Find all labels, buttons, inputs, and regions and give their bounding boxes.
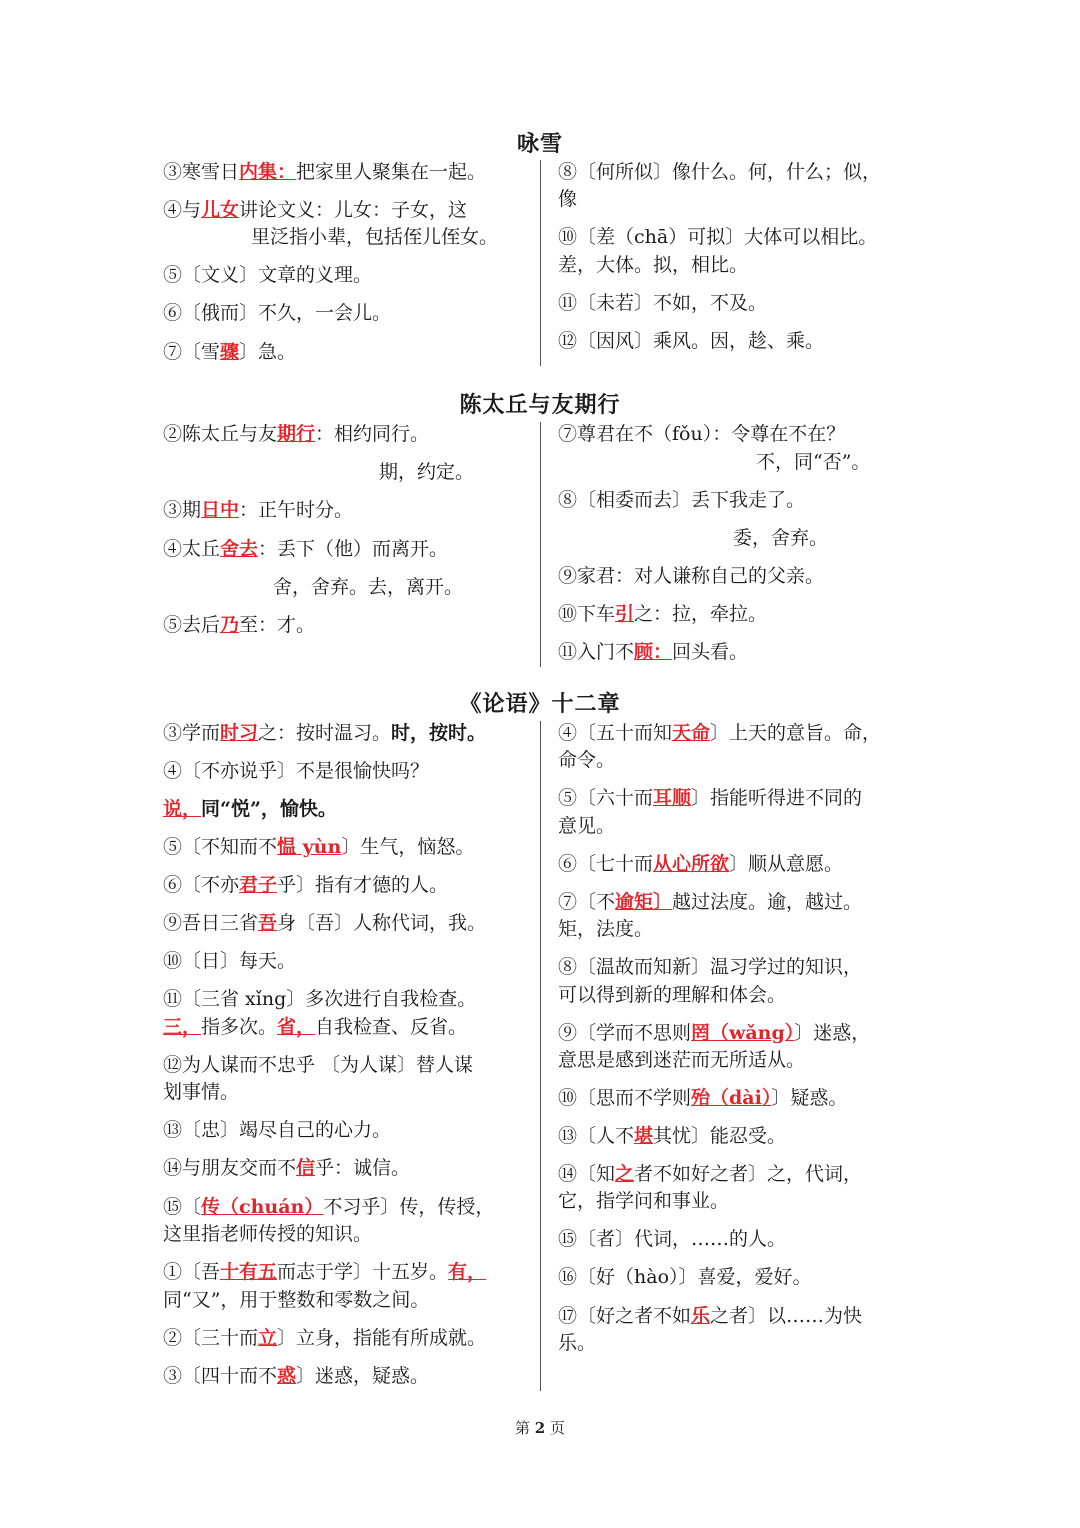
section-title-yongxue: 咏雪	[516, 131, 563, 157]
keyword: 从心所欲	[653, 853, 730, 875]
note-line: ⑩〔思而不学则殆（dài）〕疑惑。	[558, 1087, 848, 1109]
note-line: ③〔四十而不惑〕迷惑，疑惑。	[163, 1365, 430, 1387]
note-line: ⑨家君：对人谦称自己的父亲。	[558, 565, 825, 587]
keyword: 惑	[277, 1365, 297, 1387]
note-line: 命令。	[558, 749, 616, 771]
note-line: ⑥〔俄而〕不久，一会儿。	[163, 302, 392, 324]
keyword: 内集：	[239, 161, 297, 183]
note-line: ⑰〔好之者不如乐之者〕以……为快	[558, 1305, 863, 1327]
note-line: ⑤〔文义〕文章的义理。	[163, 264, 373, 286]
note-line: ③学而时习之：按时温习。时，按时。	[163, 722, 487, 744]
keyword: 堪	[634, 1125, 654, 1147]
note-line: ⑧〔何所似〕像什么。何，什么；似，	[558, 161, 882, 183]
note-line: ⑮〔者〕代词，……的人。	[558, 1228, 787, 1250]
note-line: 矩，法度。	[558, 918, 654, 940]
keyword: 天命	[672, 722, 711, 744]
keyword: 有，	[448, 1261, 487, 1283]
note-line: ④太丘舍去：丢下（他）而离开。	[163, 538, 449, 560]
column-divider	[540, 721, 541, 1391]
note-line: 同“又”，用于整数和零数之间。	[163, 1289, 430, 1311]
note-line: 意思是感到迷茫而无所适从。	[558, 1049, 806, 1071]
note-line: 里泛指小辈，包括侄儿侄女。	[251, 226, 499, 248]
keyword: 时习	[220, 722, 259, 744]
note-line: ⑦尊君在不（fǒu）：令尊在不在？	[558, 423, 846, 445]
note-line: ⑨〔学而不思则罔（wǎng）〕迷惑，	[558, 1022, 871, 1044]
keyword: 乐	[691, 1305, 711, 1327]
note-line: ⑬〔忠〕竭尽自己的心力。	[163, 1119, 392, 1141]
keyword: 殆（dài）	[691, 1087, 772, 1109]
note-line: 可以得到新的理解和体会。	[558, 984, 787, 1006]
keyword: 舍去	[220, 538, 259, 560]
keyword: 说，	[163, 798, 202, 820]
keyword: 耳顺	[653, 787, 692, 809]
keyword: 骤	[220, 341, 240, 363]
note-line: ⑯〔好（hào）〕喜爱，爱好。	[558, 1266, 812, 1288]
keyword: 君子	[239, 874, 278, 896]
keyword: 信	[296, 1157, 316, 1179]
note-line: ③寒雪日内集：把家里人聚集在一起。	[163, 161, 487, 183]
note-line: ⑨吾日三省吾身〔吾〕人称代词，我。	[163, 912, 487, 934]
keyword: 立	[258, 1327, 278, 1349]
note-line: ⑩〔日〕每天。	[163, 950, 297, 972]
keyword: 罔（wǎng）	[691, 1022, 795, 1044]
note-line: ④〔不亦说乎〕不是很愉快吗？	[163, 760, 430, 782]
note-line: ⑪〔三省 xǐng〕多次进行自我检查。	[163, 988, 477, 1010]
keyword: 愠 yùn	[277, 836, 342, 858]
keyword: 吾	[258, 912, 278, 934]
note-line: 三，指多次。省，自我检查、反省。	[163, 1016, 468, 1038]
note-line: ⑦〔雪骤〕急。	[163, 341, 297, 363]
note-line: ⑫为人谋而不忠乎 〔为人谋〕替人谋	[163, 1054, 474, 1076]
note-line: ⑭与朋友交而不信乎：诚信。	[163, 1157, 411, 1179]
keyword: 期行	[277, 423, 316, 445]
note-line: 舍，舍弃。去，离开。	[273, 576, 464, 598]
note-line: ⑤〔不知而不愠 yùn〕生气，恼怒。	[163, 836, 475, 858]
note-line: ⑩〔差（chā）可拟〕大体可以相比。	[558, 226, 878, 248]
keyword: 省，	[277, 1016, 316, 1038]
keyword: 日中	[201, 499, 240, 521]
note-line: ⑪入门不顾：回头看。	[558, 641, 749, 663]
keyword: 儿女	[201, 199, 240, 221]
column-divider	[540, 422, 541, 667]
keyword: 传（chuán）	[201, 1196, 324, 1218]
note-line: 意见。	[558, 815, 616, 837]
note-line: ②〔三十而立〕立身，指能有所成就。	[163, 1327, 487, 1349]
note-line: 期，约定。	[379, 461, 475, 483]
section-title-chentaiqiu: 陈太丘与友期行	[459, 392, 621, 418]
note-line: ⑦〔不逾矩〕越过法度。逾，越过。	[558, 891, 863, 913]
note-line: 这里指老师传授的知识。	[163, 1223, 373, 1245]
note-line: 说，同“悦”，愉快。	[163, 798, 337, 820]
note-line: ⑥〔七十而从心所欲〕顺从意愿。	[558, 853, 844, 875]
keyword: 三，	[163, 1016, 202, 1038]
keyword: 引	[615, 603, 635, 625]
note-line: ⑤去后乃至：才。	[163, 614, 316, 636]
note-line: ⑪〔未若〕不如，不及。	[558, 292, 768, 314]
note-line: 不，同“否”。	[756, 451, 871, 473]
note-line: ①〔吾十有五而志于学〕十五岁。有，	[163, 1261, 487, 1283]
note-line: ④〔五十而知天命〕上天的意旨。命，	[558, 722, 882, 744]
note-line: ⑥〔不亦君子乎〕指有才德的人。	[163, 874, 449, 896]
note-line: ⑫〔因风〕乘风。因，趁、乘。	[558, 330, 825, 352]
note-line: ⑧〔相委而去〕丢下我走了。	[558, 489, 806, 511]
note-line: ④与儿女讲论文义：儿女：子女，这	[163, 199, 468, 221]
keyword: 顾：	[634, 641, 673, 663]
note-line: 委，舍弃。	[733, 527, 829, 549]
note-line: 差，大体。拟，相比。	[558, 254, 749, 276]
note-line: 像	[558, 188, 578, 210]
note-line: 它，指学问和事业。	[558, 1190, 730, 1212]
keyword: 乃	[220, 614, 240, 636]
keyword: 十有五	[220, 1261, 278, 1283]
column-divider	[540, 160, 541, 366]
note-line: ③期日中：正午时分。	[163, 499, 354, 521]
note-line: ⑮〔传（chuán）不习乎〕传，传授，	[163, 1196, 495, 1218]
keyword: 逾矩〕	[615, 891, 673, 913]
note-line: ⑭〔知之者不如好之者〕之，代词，	[558, 1163, 863, 1185]
note-line: ⑩下车引之：拉，牵拉。	[558, 603, 768, 625]
note-line: ⑧〔温故而知新〕温习学过的知识，	[558, 956, 863, 978]
note-line: ②陈太丘与友期行：相约同行。	[163, 423, 430, 445]
note-line: 乐。	[558, 1332, 597, 1354]
section-title-lunyu: 《论语》十二章	[459, 691, 621, 717]
note-line: 划事情。	[163, 1081, 240, 1103]
note-line: ⑤〔六十而耳顺〕指能听得进不同的	[558, 787, 863, 809]
note-line: ⑬〔人不堪其忧〕能忍受。	[558, 1125, 787, 1147]
keyword: 之	[615, 1163, 635, 1185]
page-number: 第 2 页	[514, 1419, 566, 1437]
